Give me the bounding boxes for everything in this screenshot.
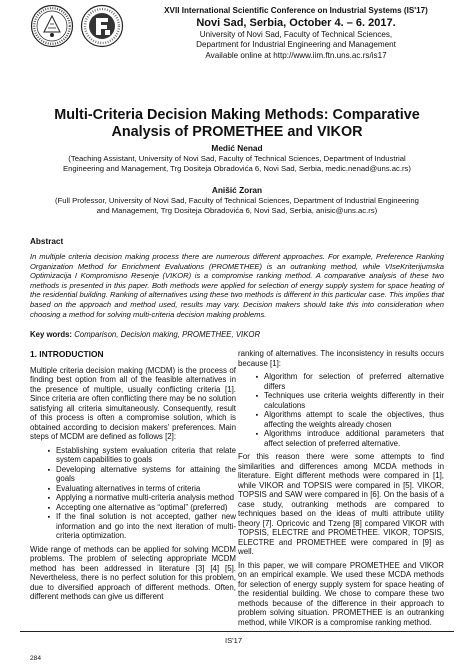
abstract-heading: Abstract (30, 237, 64, 246)
keywords-label: Key words: (30, 330, 73, 339)
list-item: • Algorithms attempt to scale the objectives, thus affecting the weights already chosen (260, 410, 444, 429)
paper-title: Multi-Criteria Decision Making Methods: Comparative Analysis of PROMETHEE and VIKOR (54, 107, 420, 140)
conference-location-date: Novi Sad, Serbia, October 4. – 6. 2017. (196, 16, 396, 29)
list-item: • Accepting one alternative as “optimal” (preferred) (52, 503, 236, 513)
intro-paragraph-4: For this reason there were some attempts to find similarities and differences among MCDA methods in literature. Eight different methods were compared in [1], while VIKOR and TOPSIS were compared in [5]. VIKOR, TOPSIS and SAW were compared in [6]. On the basis of a case study, outranking methods are compared to techniques based on the ideas of multi attribute utility theory [7]. Opricovic and Tzeng [8] compared VIKOR with TOPSIS, ELECTRE and PROMETHEE. VIKOR, TOPSIS, ELECTRE and PROMETHEE were compared in [9] as well. (238, 452, 444, 556)
list-item: • Establishing system evaluation criteria that relate system capabilities to goals (52, 446, 236, 465)
list-item: • Developing alternative systems for attaining the goals (52, 465, 236, 484)
author-name-1: Medić Nenad (211, 143, 263, 153)
list-item: • Algorithm for selection of preferred alternative differs (260, 372, 444, 391)
conference-online-link[interactable]: Available online at http://www.iim.ftn.uns.ac.rs/is17 (205, 50, 387, 60)
conference-name: XVII International Scientific Conference on Industrial Systems (IS'17) (164, 6, 428, 15)
university-seal-logo (30, 4, 74, 48)
list-item: • If the final solution is not accepted, gather new information and go into the next iteration of multi-criteria optimization. (52, 512, 236, 541)
inconsistency-causes-list (238, 372, 444, 448)
intro-paragraph-3: ranking of alternatives. The inconsistency in results occurs because [1]: (238, 349, 444, 368)
keywords-text: Comparison, Decision making, PROMETHEE, VIKOR (74, 330, 261, 339)
list-item: • Applying a normative multi-criteria analysis method (52, 493, 236, 503)
keywords (30, 330, 444, 339)
right-column (238, 349, 444, 631)
intro-paragraph-1: Multiple criteria decision making (MCDM) is the process of finding best option from all of the feasible alternatives in the presence of multiple, usually conflicting criteria [1]. Since criteria are often conflicting there may be no solution satisfying all criteria simultaneously. Consequently, result of this process is often a compromise solution, which is obtained according to decision makers' preferences. Main steps of MCDM are defined as follows [2]: (30, 365, 236, 441)
footer-rule (20, 631, 454, 632)
mcdm-steps-list (30, 446, 236, 541)
list-item: • Algorithms introduce additional parameters that affect selection of preferred alternative. (260, 429, 444, 448)
page-number: 284 (30, 655, 42, 662)
intro-paragraph-5: In this paper, we will compare PROMETHEE and VIKOR on an empirical example. We used these MCDA methods for selection of energy supply system for space heating of the residential building. We chose to compare these two methods because of the difference in their approach to problem solving situation. PROMETHEE is an outranking method, while VIKOR is a compromise ranking method. (238, 560, 444, 627)
conference-university: University of Novi Sad, Faculty of Technical Sciences, (199, 29, 393, 39)
faculty-logo (80, 4, 124, 48)
conference-header (130, 6, 462, 61)
left-column (30, 349, 236, 606)
list-item: • Techniques use criteria weights differently in their calculations (260, 391, 444, 410)
author-affiliation-1: (Teaching Assistant, University of Novi Sad, Faculty of Technical Sciences, Department of Industrial Engineering and Management, Trg Dositeja Obradovića 6, Novi Sad, Serbia, medic.nenad@uns.ac.rs) (63, 154, 411, 173)
abstract-text: In multiple criteria decision making process there are numerous different approaches. For example, Preference Ranking Organization Method for Enrichment Evaluations (PROMETHEE) is an outranking method, while VIseKriterijumska Optimizacija I Kompromisno Resenje (VIKOR) is a compromise ranking method. A comparative analysis of these two methods is presented in this paper. Both methods were applied for selection of energy supply system for space heating of the residential building. Ranking of alternatives using these two methods is different in this particular case. This implies that based on the approach and method used, results may vary. Decision makers should take this into consideration when choosing a method for solving multi-criteria decision making problems. (30, 252, 444, 319)
conference-department: Department for Industrial Engineering and Management (196, 40, 396, 49)
section-heading-introduction: 1. INTRODUCTION (30, 349, 104, 359)
footer-conference-tag: IS'17 (225, 636, 243, 645)
list-item: • Evaluating alternatives in terms of criteria (52, 484, 236, 494)
author-name-2: Anišić Zoran (211, 185, 263, 195)
intro-paragraph-2: Wide range of methods can be applied for solving MCDM problems. The problem of selecting appropriate MCDM method has been addressed in literature [3] [4] [5]. Nevertheless, there is no perfect solution for this problem, due to diversified approach of different methods. Often, different methods can give us different (30, 544, 236, 601)
author-affiliation-2: (Full Professor, University of Novi Sad, Faculty of Technical Sciences, Department of Industrial Engineering and Management, Trg Dositeja Obradovića 6, Novi Sad, Serbia, anisic@uns.ac.rs) (55, 196, 419, 215)
